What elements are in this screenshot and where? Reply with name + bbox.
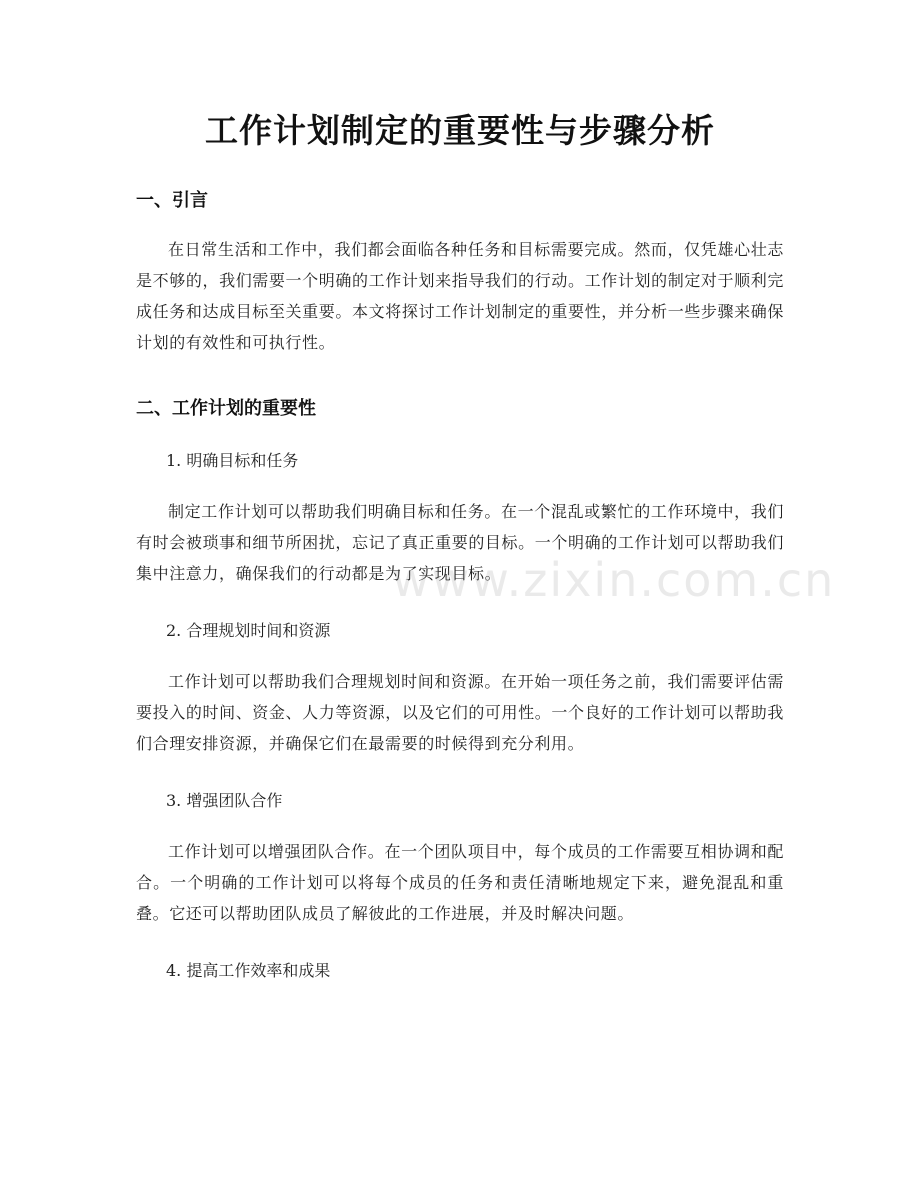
subheading-clarify-goals: 1. 明确目标和任务 — [166, 451, 299, 470]
introduction-paragraph: 在日常生活和工作中，我们都会面临各种任务和目标需要完成。然而，仅凭雄心壮志是不够的，我们需要一个明确的工作计划来指导我们的行动。工作计划的制定对于顺利完成任务和达成目标至关重要。本文将探讨工作计划制定的重要性，并分析一些步骤来确保计划的有效性和可执行性。 — [136, 240, 784, 352]
document-title: 工作计划制定的重要性与步骤分析 — [205, 111, 715, 150]
paragraph-clarify-goals: 制定工作计划可以帮助我们明确目标和任务。在一个混乱或繁忙的工作环境中，我们有时会被琐事和细节所困扰，忘记了真正重要的目标。一个明确的工作计划可以帮助我们集中注意力，确保我们的行动都是为了实现目标。 — [136, 502, 784, 583]
watermark-text: www.zixin.com.cn — [392, 553, 836, 607]
section-heading-importance: 二、工作计划的重要性 — [136, 398, 316, 419]
subheading-efficiency-results: 4. 提高工作效率和成果 — [166, 961, 331, 980]
subheading-team-cooperation: 3. 增强团队合作 — [166, 791, 283, 810]
section-heading-introduction: 一、引言 — [136, 190, 208, 211]
subheading-plan-time-resources: 2. 合理规划时间和资源 — [166, 621, 331, 640]
paragraph-team-cooperation: 工作计划可以增强团队合作。在一个团队项目中，每个成员的工作需要互相协调和配合。一个明确的工作计划可以将每个成员的任务和责任清晰地规定下来，避免混乱和重叠。它还可以帮助团队成员了解彼此的工作进展，并及时解决问题。 — [136, 842, 784, 923]
paragraph-plan-time-resources: 工作计划可以帮助我们合理规划时间和资源。在开始一项任务之前，我们需要评估需要投入的时间、资金、人力等资源，以及它们的可用性。一个良好的工作计划可以帮助我们合理安排资源，并确保它们在最需要的时候得到充分利用。 — [136, 672, 784, 753]
